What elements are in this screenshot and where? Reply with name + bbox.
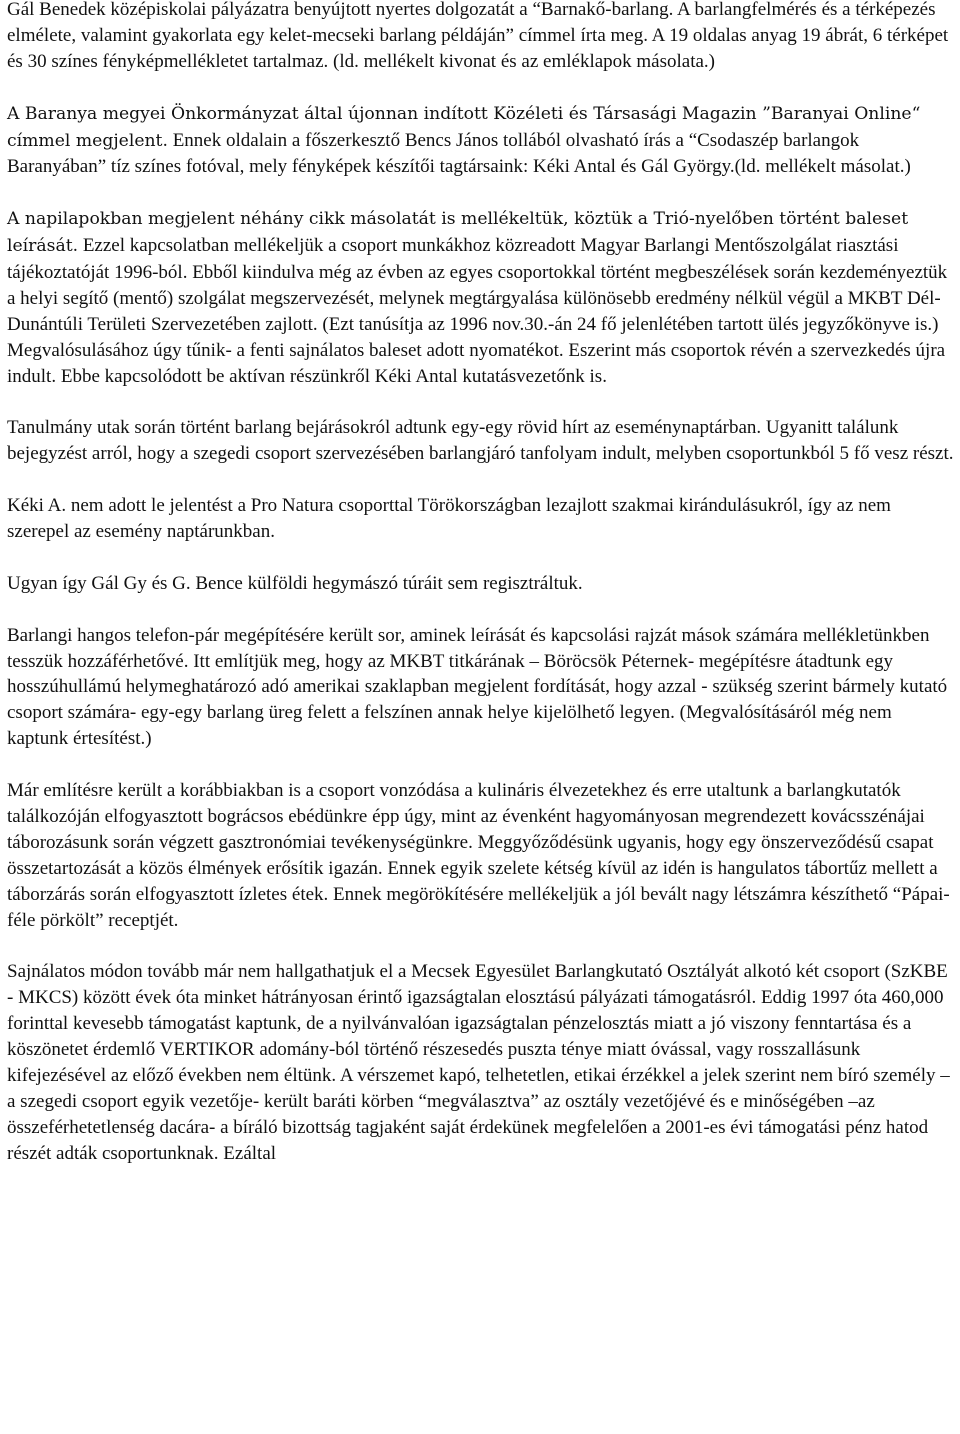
- paragraph-telephone: [7, 623, 957, 753]
- paragraph-culinary: [7, 778, 957, 933]
- text-segment: Már említésre került a korábbiakban is a csoport vonzódása a kulináris élvezetekhez és erre utaltunk a barlangkutatók találkozóján elfogyasztott bográcsos ebédünkre épp úgy, mint az évenként hagyományosan megrendezett kovácsszénájai táborozásunk során végzett gasztronómiai tevékenységünkre. Meggyőződésünk ugyanis, hogy egy önszerveződésű csapat összetartozását a közös élmények erősítik igazán. Ennek egyik szelete kétség kívül az idén is hangulatos tábortűz mellett a táborzárás során elfogyasztott ízletes étek. Ennek megörökítésére mellékeljük a jól bevált nagy létszámra készíthető “Pápai-féle pörkölt” receptjét.: [7, 780, 950, 931]
- paragraph-newspapers: [7, 206, 957, 389]
- paragraph-turkey: [7, 493, 957, 545]
- document-page: [7, 0, 957, 1193]
- paragraph-study-trips: [7, 415, 957, 467]
- text-segment: Gál Benedek középiskolai pályázatra benyújtott nyertes dolgozatát a “Barnakő-barlang. A barlangfelmérés és a térképezés elmélete, valamint gyakorlata egy kelet-mecseki barlang példáján” címmel írta meg. A 19 oldalas anyag 19 ábrát, 6 térképet és 30 színes fényképmellékletet tartalmaz. (ld. mellékelt kivonat és az emléklapok másolata.): [7, 0, 949, 72]
- text-segment: Ugyan így Gál Gy és G. Bence külföldi hegymászó túráit sem regisztráltuk.: [7, 572, 583, 594]
- paragraph-thesis: [7, 0, 957, 75]
- text-segment: A napilapokban megjelent néhány cikk másolatát is mellékeltük, köztük a Trió-nyelőben történt baleset leírását.: [7, 209, 909, 257]
- text-segment: Kéki A. nem adott le jelentést a Pro Natura csoporttal Törökországban lezajlott szakmai kirándulásukról, így az nem szerepel az esemény naptárunkban.: [7, 495, 891, 543]
- paragraph-funding: [7, 959, 957, 1166]
- text-segment: A Baranya megyei Önkormányzat által újonnan indított Közéleti és Társasági Magazin ”Baranyai Online“ címmel megjelent.: [7, 103, 921, 151]
- paragraph-baranyai-online: [7, 101, 957, 181]
- text-segment: Ezzel kapcsolatban mellékeljük a csoport munkákhoz közreadott Magyar Barlangi Mentőszolgálat riasztási tájékoztatóját 1996-ból. Ebből kiindulva még az évben az egyes csoportokkal történt megbeszélések során kezdeményeztük a helyi segítő (mentő) szolgálat megszervezését, melynek megtárgyalása különösebb eredmény nélkül végül a MKBT Dél-Dunántúli Területi Szervezetében zajlott. (Ezt tanúsítja az 1996 nov.30.-án 24 fő jelenlétében tartott ülés jegyzőkönyve is.) Megvalósulásához úgy tűnik- a fenti sajnálatos baleset adott nyomatékot. Eszerint más csoportok révén a szervezkedés újra indult. Ebbe kapcsolódott be aktívan részünkről Kéki Antal kutatásvezetőnk is.: [7, 235, 948, 387]
- text-segment: Barlangi hangos telefon-pár megépítésére került sor, aminek leírását és kapcsolási rajzát mások számára mellékletünkben tesszük hozzáférhetővé. Itt említjük meg, hogy az MKBT titkárának – Böröcsök Péternek- megépítésre átadtunk egy hosszúhullámú helymeghatározó adó amerikai szaklapban megjelent fordítását, hogy azzal - szükség szerint bármely kutató csoport számára- egy-egy barlang üreg felett a felszínen annak helye kijelölhető legyen. (Megvalósításáról még nem kaptunk értesítést.): [7, 624, 948, 750]
- text-segment: Sajnálatos módon tovább már nem hallgathatjuk el a Mecsek Egyesület Barlangkutató Osztályát alkotó két csoport (SzKBE - MKCS) között évek óta minket hátrányosan érintő igazságtalan elosztású pályázati támogatásról. Eddig 1997 óta 460,000 forinttal kevesebb támogatást kaptunk, de a nyilvánvalóan igazságtalan pénzelosztás miatt a jó viszony fenntartása és a köszönetet érdemlő VERTIKOR adomány-ból történő részesedés puszta ténye miatt óvással, vagy rosszallásunk kifejezésével az előző években nem éltünk. A vérszemet kapó, telhetetlen, etikai érzékkel a jelek szerint nem bíró személy –a szegedi csoport egyik vezetője- került baráti körben “megválasztva” az osztály vezetőjévé és e minőségében –az összeférhetetlenség dacára- a bíráló bizottság tagjaként saját érdekünek megfelelően a 2001-es évi támogatási pénz hatod részét adták csoportunknak. Ezáltal: [7, 961, 950, 1164]
- text-segment: Tanulmány utak során történt barlang bejárásokról adtunk egy-egy rövid hírt az eseménynaptárban. Ugyanitt találunk bejegyzést arról, hogy a szegedi csoport szervezésében barlangjáró tanfolyam indult, melyben csoportunkból 5 fő vesz részt.: [7, 417, 954, 465]
- paragraph-mountaineering: [7, 571, 957, 597]
- text-segment: Ennek oldalain a főszerkesztő Bencs János tollából olvasható írás a “Csodaszép barlangok Baranyában” tíz színes fotóval, mely fényképek készítői tagtársaink: Kéki Antal és Gál György.(ld. mellékelt másolat.): [7, 129, 911, 178]
